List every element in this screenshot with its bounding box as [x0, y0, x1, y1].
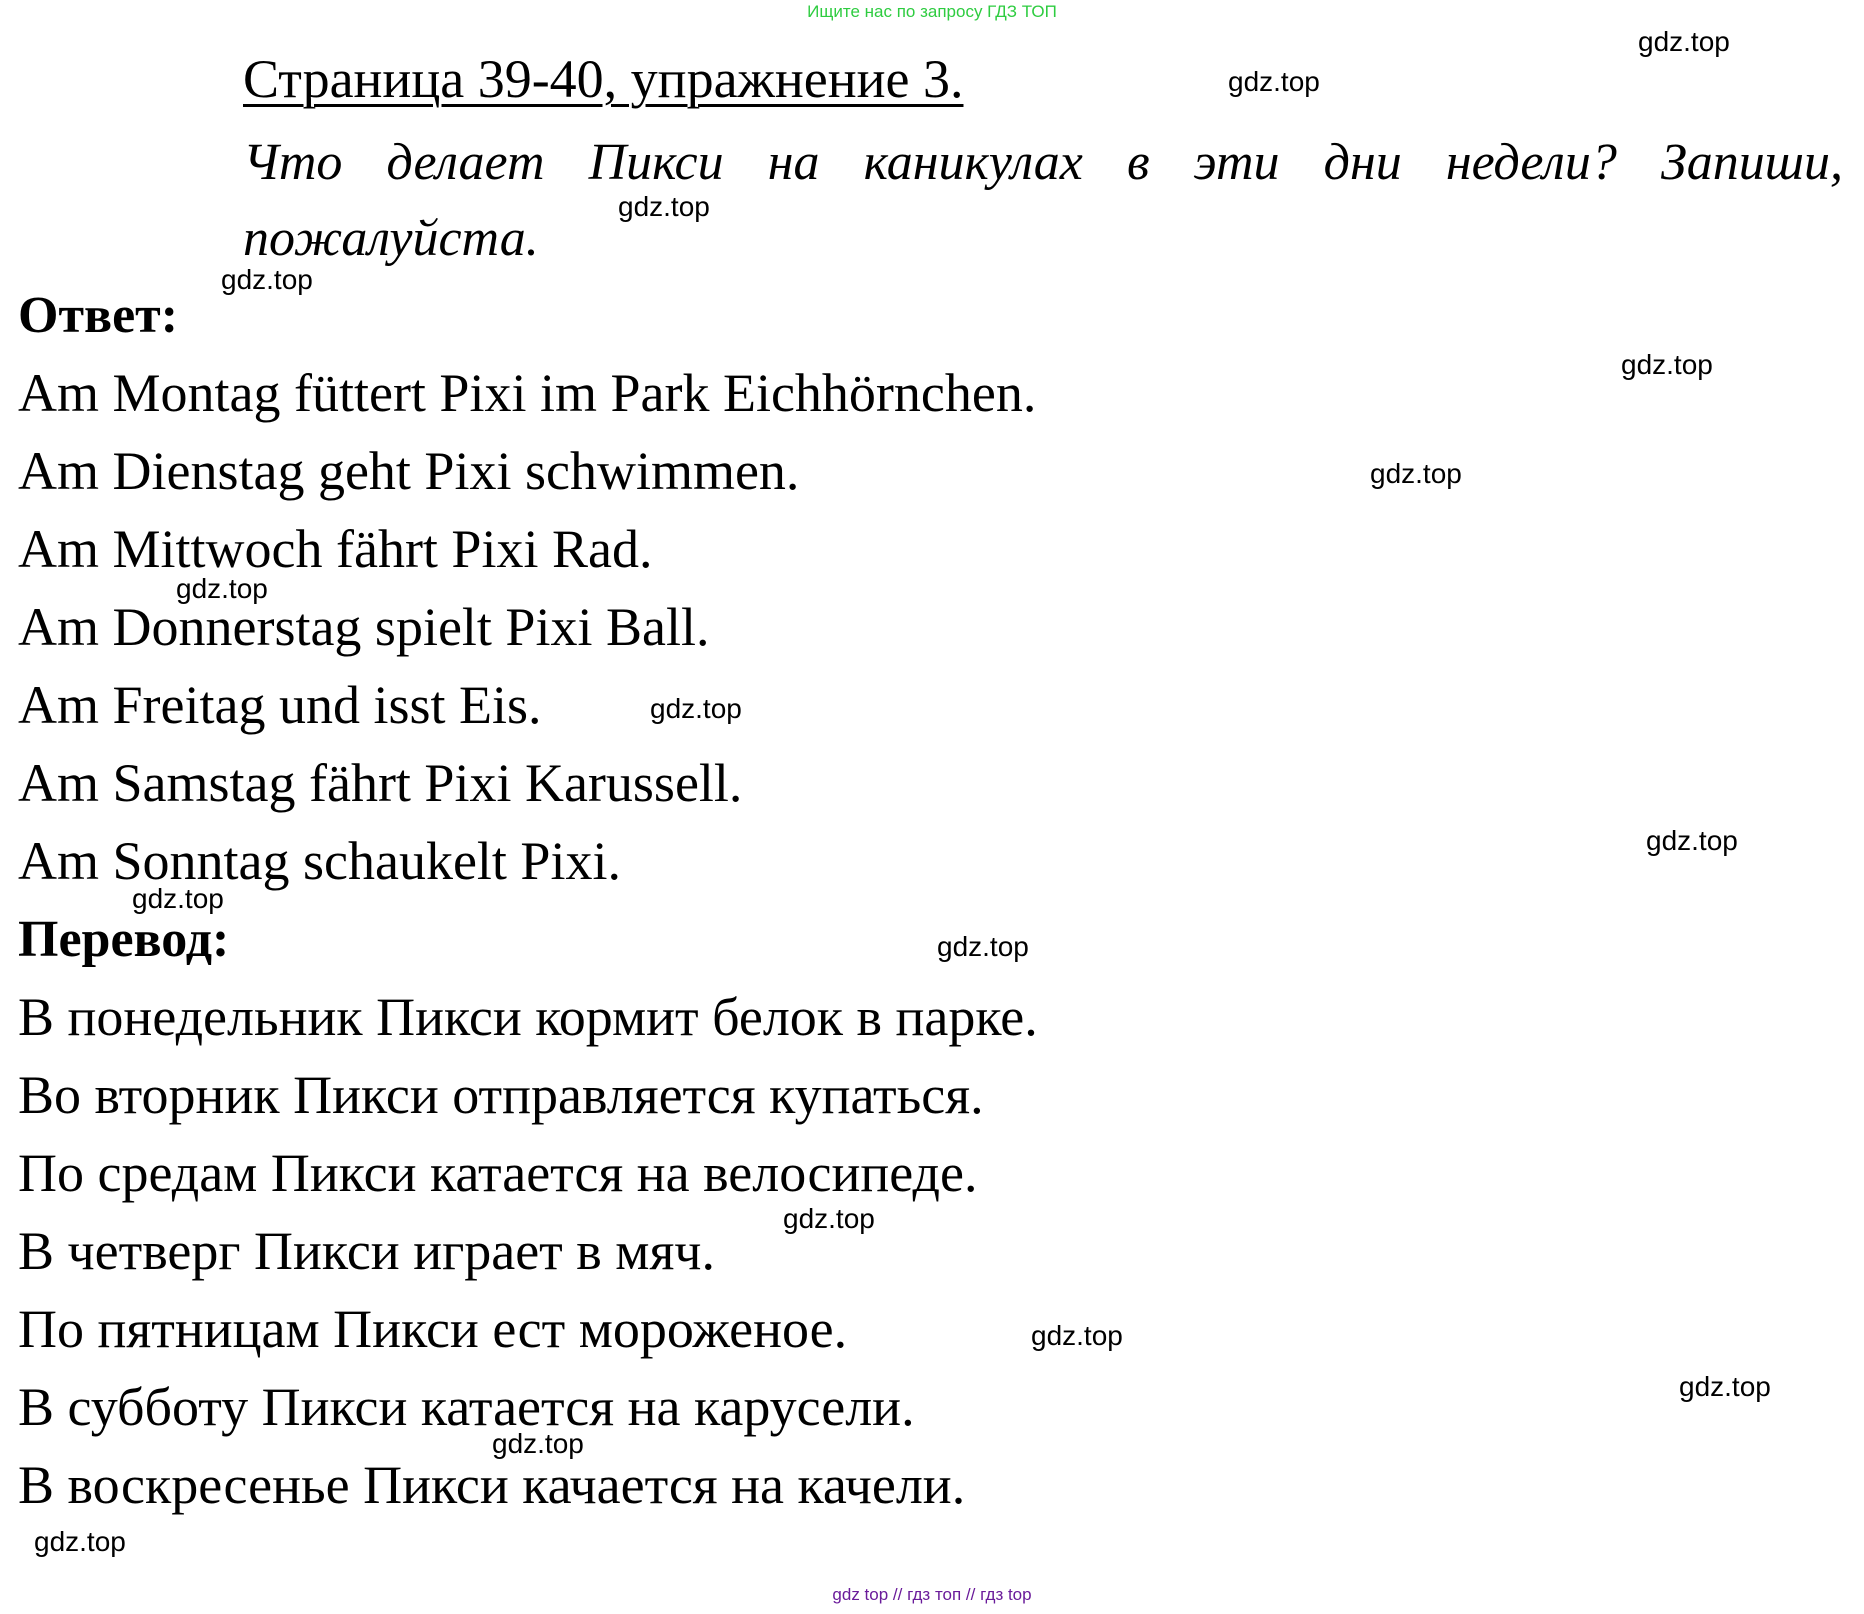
task-text: Что делает Пикси на каникулах в эти дни недели? Запиши, пожалуйста.	[243, 134, 1843, 267]
translation-line: По пятницам Пикси ест мороженое.	[18, 1299, 848, 1359]
footer-links: gdz top // гдз топ // гдз top	[832, 1585, 1032, 1604]
translation-line: В понедельник Пикси кормит белок в парке.	[18, 987, 1038, 1047]
watermark: gdz.top	[1370, 458, 1462, 489]
watermark: gdz.top	[1031, 1320, 1123, 1351]
translation-line: В воскресенье Пикси качается на качели.	[18, 1455, 966, 1515]
answer-line: Am Dienstag geht Pixi schwimmen.	[18, 441, 800, 501]
watermark: gdz.top	[1621, 349, 1713, 380]
answer-line: Am Mittwoch fährt Pixi Rad.	[18, 519, 653, 579]
watermark: gdz.top	[937, 931, 1029, 962]
watermark: gdz.top	[34, 1526, 126, 1557]
translation-line: В субботу Пикси катается на карусели.	[18, 1377, 915, 1437]
page-title: Страница 39-40, упражнение 3.	[243, 49, 964, 109]
watermark: gdz.top	[783, 1203, 875, 1234]
translation-line: В четверг Пикси играет в мяч.	[18, 1221, 715, 1281]
translation-line: По средам Пикси катается на велосипеде.	[18, 1143, 978, 1203]
watermark: gdz.top	[492, 1428, 584, 1459]
watermark: gdz.top	[132, 883, 224, 914]
top-banner: Ищите нас по запросу ГДЗ ТОП	[807, 2, 1057, 21]
answer-line: Am Sonntag schaukelt Pixi.	[18, 831, 621, 891]
translation-line: Во вторник Пикси отправляется купаться.	[18, 1065, 984, 1125]
translation-heading: Перевод:	[18, 911, 230, 968]
watermark: gdz.top	[221, 264, 313, 295]
answer-line: Am Montag füttert Pixi im Park Eichhörnchen.	[18, 363, 1037, 423]
watermark: gdz.top	[1228, 66, 1320, 97]
watermark: gdz.top	[1679, 1371, 1771, 1402]
answer-line: Am Freitag und isst Eis.	[18, 675, 542, 735]
answer-heading: Ответ:	[18, 287, 179, 344]
watermark: gdz.top	[1638, 26, 1730, 57]
watermark: gdz.top	[176, 573, 268, 604]
answer-line: Am Donnerstag spielt Pixi Ball.	[18, 597, 710, 657]
answer-line: Am Samstag fährt Pixi Karussell.	[18, 753, 743, 813]
watermark: gdz.top	[618, 191, 710, 222]
watermark: gdz.top	[650, 693, 742, 724]
watermark: gdz.top	[1646, 825, 1738, 856]
